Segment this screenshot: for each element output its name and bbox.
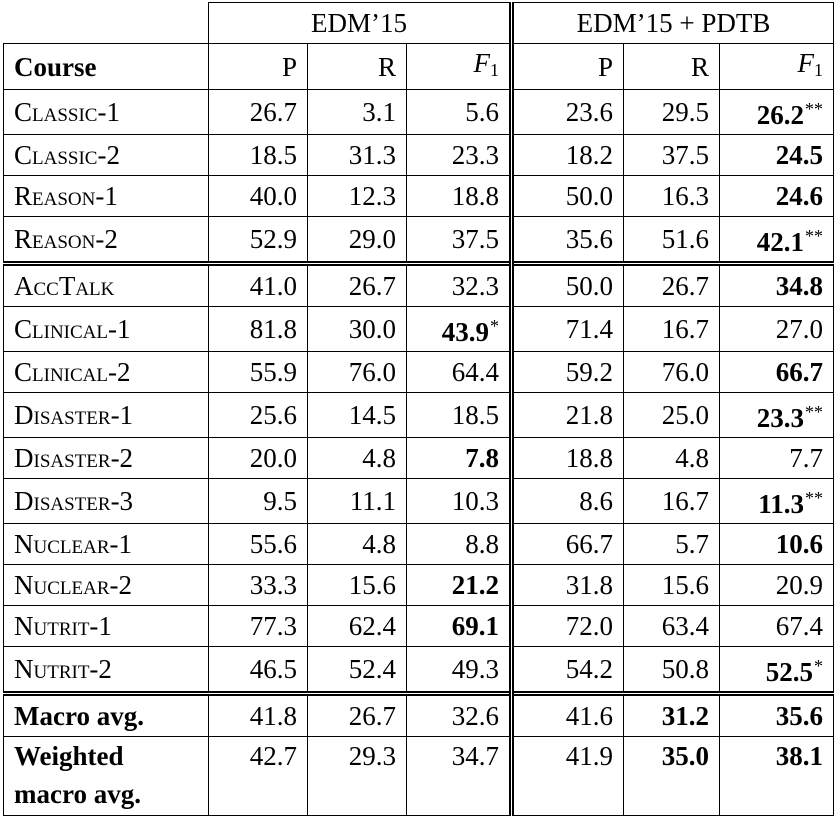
value-cell	[308, 524, 407, 565]
table-row	[4, 438, 834, 479]
value-cell	[308, 90, 407, 135]
value-text: 69.1	[451, 611, 499, 641]
value-text: 4.8	[675, 443, 709, 473]
value-text: 14.5	[348, 400, 396, 430]
value-text: 25.0	[661, 400, 709, 430]
value-text: 77.3	[249, 611, 297, 641]
table-row	[4, 393, 834, 438]
value-text: 66.7	[565, 529, 613, 559]
value-text: 50.0	[565, 181, 613, 211]
value-cell	[209, 135, 308, 176]
value-cell	[512, 264, 624, 307]
value-text: 11.3	[758, 489, 804, 519]
table-row	[4, 176, 834, 217]
significance-marker: **	[805, 226, 823, 246]
summary-label-cell	[4, 737, 209, 816]
value-text: 41.0	[249, 271, 297, 301]
value-text: 26.7	[348, 701, 396, 731]
value-text: 50.0	[565, 271, 613, 301]
value-cell	[308, 352, 407, 393]
summary-label-line: Weighted	[14, 741, 124, 771]
header-group-row	[4, 3, 834, 44]
value-text: 24.5	[775, 140, 823, 170]
value-cell	[624, 264, 720, 307]
value-text: 23.3	[451, 140, 499, 170]
column-header-f1: $F_1$	[720, 44, 834, 90]
column-header-course: Course	[4, 44, 209, 90]
summary-row	[4, 737, 834, 816]
value-cell	[407, 565, 512, 606]
value-cell	[624, 176, 720, 217]
column-header-f1: $F_1$	[407, 44, 512, 90]
value-text: 55.6	[249, 529, 297, 559]
summary-row	[4, 694, 834, 737]
significance-marker: **	[805, 99, 823, 119]
value-cell	[407, 307, 512, 352]
value-cell	[209, 217, 308, 264]
value-text: 21.8	[565, 400, 613, 430]
value-text: 35.6	[775, 701, 823, 731]
value-cell	[407, 176, 512, 217]
value-cell	[720, 264, 834, 307]
value-cell	[407, 264, 512, 307]
value-cell	[209, 176, 308, 217]
value-cell	[720, 606, 834, 647]
course-name-cell: Classic-1	[4, 90, 209, 135]
value-text: 76.0	[348, 357, 396, 387]
value-cell	[308, 393, 407, 438]
table-row	[4, 307, 834, 352]
value-text: 18.8	[565, 443, 613, 473]
value-text: 15.6	[661, 570, 709, 600]
value-cell	[209, 438, 308, 479]
value-cell	[407, 694, 512, 737]
value-cell	[512, 694, 624, 737]
value-cell	[624, 438, 720, 479]
value-cell	[407, 647, 512, 694]
value-text: 52.4	[348, 654, 396, 684]
value-text: 35.6	[565, 224, 613, 254]
value-cell	[308, 438, 407, 479]
value-text: 72.0	[565, 611, 613, 641]
course-name-cell: Clinical-1	[4, 307, 209, 352]
value-text: 21.2	[451, 570, 499, 600]
value-text: 18.5	[249, 140, 297, 170]
value-cell	[624, 647, 720, 694]
value-cell	[209, 264, 308, 307]
value-cell	[209, 524, 308, 565]
value-text: 24.6	[775, 181, 823, 211]
value-cell	[209, 90, 308, 135]
value-text: 46.5	[249, 654, 297, 684]
value-text: 42.1	[756, 227, 804, 257]
value-cell	[512, 352, 624, 393]
course-name-cell: Reason-1	[4, 176, 209, 217]
value-cell	[512, 565, 624, 606]
value-cell	[512, 90, 624, 135]
table-row	[4, 479, 834, 524]
course-name-cell: Clinical-2	[4, 352, 209, 393]
value-text: 31.3	[348, 140, 396, 170]
value-text: 26.7	[249, 97, 297, 127]
value-cell	[624, 393, 720, 438]
value-text: 7.7	[789, 443, 823, 473]
course-name-cell: Nuclear-2	[4, 565, 209, 606]
value-cell	[308, 565, 407, 606]
value-cell	[720, 479, 834, 524]
value-text: 26.7	[348, 271, 396, 301]
value-cell	[512, 176, 624, 217]
value-cell	[624, 694, 720, 737]
value-text: 29.0	[348, 224, 396, 254]
value-cell	[512, 647, 624, 694]
value-cell	[308, 264, 407, 307]
table-row	[4, 565, 834, 606]
significance-marker: *	[490, 316, 499, 336]
value-text: 35.0	[661, 741, 709, 771]
value-text: 18.5	[451, 400, 499, 430]
value-cell	[720, 352, 834, 393]
value-text: 37.5	[451, 224, 499, 254]
value-text: 32.3	[451, 271, 499, 301]
value-text: 26.7	[661, 271, 709, 301]
value-cell	[624, 352, 720, 393]
value-text: 4.8	[362, 443, 396, 473]
value-text: 31.2	[661, 701, 709, 731]
value-text: 18.2	[565, 140, 613, 170]
value-cell	[624, 524, 720, 565]
value-text: 31.8	[565, 570, 613, 600]
value-text: 66.7	[775, 357, 823, 387]
value-cell	[512, 524, 624, 565]
value-text: 29.3	[348, 741, 396, 771]
value-text: 3.1	[362, 97, 396, 127]
value-cell	[624, 307, 720, 352]
value-cell	[209, 352, 308, 393]
value-cell	[407, 393, 512, 438]
value-cell	[407, 352, 512, 393]
value-cell	[308, 606, 407, 647]
value-text: 26.2	[756, 100, 804, 130]
value-cell	[720, 217, 834, 264]
table-row	[4, 524, 834, 565]
group-header-edm15: EDM’15	[209, 3, 512, 44]
value-cell	[308, 647, 407, 694]
course-name-cell: Disaster-3	[4, 479, 209, 524]
value-text: 52.9	[249, 224, 297, 254]
course-name-cell: Nutrit-1	[4, 606, 209, 647]
value-text: 71.4	[565, 314, 613, 344]
value-text: 27.0	[775, 314, 823, 344]
course-name-cell: Disaster-1	[4, 393, 209, 438]
value-cell	[407, 479, 512, 524]
value-cell	[308, 737, 407, 816]
value-text: 16.3	[661, 181, 709, 211]
value-text: 51.6	[661, 224, 709, 254]
table-row	[4, 647, 834, 694]
corner-cell	[4, 3, 209, 44]
value-cell	[624, 479, 720, 524]
value-text: 55.9	[249, 357, 297, 387]
results-table	[3, 2, 834, 816]
value-text: 8.8	[465, 529, 499, 559]
course-name-cell: Disaster-2	[4, 438, 209, 479]
value-text: 41.9	[565, 741, 613, 771]
value-text: 42.7	[249, 741, 297, 771]
course-name-cell: Nuclear-1	[4, 524, 209, 565]
value-cell	[209, 393, 308, 438]
value-cell	[209, 606, 308, 647]
value-text: 5.6	[465, 97, 499, 127]
value-text: 81.8	[249, 314, 297, 344]
value-cell	[308, 135, 407, 176]
significance-marker: **	[805, 488, 823, 508]
value-cell	[720, 90, 834, 135]
value-text: 5.7	[675, 529, 709, 559]
value-cell	[624, 135, 720, 176]
value-cell	[720, 694, 834, 737]
value-cell	[512, 438, 624, 479]
table-row	[4, 606, 834, 647]
value-text: 15.6	[348, 570, 396, 600]
value-text: 50.8	[661, 654, 709, 684]
group-header-edm15-pdtb: EDM’15 + PDTB	[512, 3, 834, 44]
value-text: 67.4	[775, 611, 823, 641]
value-cell	[720, 737, 834, 816]
value-cell	[512, 479, 624, 524]
value-text: 10.6	[775, 529, 823, 559]
value-cell	[624, 606, 720, 647]
value-text: 4.8	[362, 529, 396, 559]
value-text: 49.3	[451, 654, 499, 684]
value-text: 25.6	[249, 400, 297, 430]
summary-label-line: Macro avg.	[14, 701, 144, 731]
value-text: 9.5	[263, 486, 297, 516]
column-header-r: R	[308, 44, 407, 90]
value-cell	[720, 647, 834, 694]
value-cell	[407, 90, 512, 135]
value-cell	[720, 393, 834, 438]
course-name-cell: Reason-2	[4, 217, 209, 264]
column-header-p: P	[512, 44, 624, 90]
table-row	[4, 217, 834, 264]
value-text: 16.7	[661, 486, 709, 516]
value-text: 38.1	[775, 741, 823, 771]
header-column-row	[4, 44, 834, 90]
value-text: 7.8	[465, 443, 499, 473]
value-cell	[720, 438, 834, 479]
value-cell	[512, 135, 624, 176]
course-name-cell: Nutrit-2	[4, 647, 209, 694]
value-cell	[308, 217, 407, 264]
value-text: 54.2	[565, 654, 613, 684]
value-text: 34.8	[775, 271, 823, 301]
value-text: 23.3	[756, 403, 804, 433]
value-cell	[308, 307, 407, 352]
column-header-p: P	[209, 44, 308, 90]
value-cell	[407, 524, 512, 565]
value-cell	[512, 737, 624, 816]
value-text: 40.0	[249, 181, 297, 211]
value-text: 41.8	[249, 701, 297, 731]
value-text: 16.7	[661, 314, 709, 344]
value-text: 59.2	[565, 357, 613, 387]
significance-marker: **	[805, 402, 823, 422]
column-header-r: R	[624, 44, 720, 90]
value-cell	[209, 694, 308, 737]
value-text: 62.4	[348, 611, 396, 641]
value-text: 20.9	[775, 570, 823, 600]
significance-marker: *	[814, 656, 823, 676]
value-text: 76.0	[661, 357, 709, 387]
value-cell	[720, 307, 834, 352]
value-text: 29.5	[661, 97, 709, 127]
value-cell	[512, 606, 624, 647]
value-text: 64.4	[451, 357, 499, 387]
course-name-cell: Classic-2	[4, 135, 209, 176]
value-cell	[624, 565, 720, 606]
value-text: 43.9	[441, 317, 489, 347]
value-text: 8.6	[579, 486, 613, 516]
value-cell	[720, 565, 834, 606]
value-text: 33.3	[249, 570, 297, 600]
summary-label-line: macro avg.	[14, 779, 141, 809]
value-cell	[720, 524, 834, 565]
value-cell	[407, 135, 512, 176]
value-cell	[407, 217, 512, 264]
value-cell	[209, 647, 308, 694]
value-cell	[624, 90, 720, 135]
value-text: 30.0	[348, 314, 396, 344]
value-cell	[624, 217, 720, 264]
value-cell	[624, 737, 720, 816]
value-cell	[512, 393, 624, 438]
value-text: 37.5	[661, 140, 709, 170]
table-row	[4, 90, 834, 135]
value-cell	[720, 176, 834, 217]
value-cell	[407, 606, 512, 647]
value-text: 10.3	[451, 486, 499, 516]
value-text: 11.1	[349, 486, 396, 516]
value-cell	[209, 307, 308, 352]
value-text: 32.6	[451, 701, 499, 731]
value-cell	[209, 737, 308, 816]
summary-label-cell	[4, 694, 209, 737]
value-text: 41.6	[565, 701, 613, 731]
table-row	[4, 352, 834, 393]
value-cell	[512, 217, 624, 264]
value-text: 63.4	[661, 611, 709, 641]
course-name-cell: AccTalk	[4, 264, 209, 307]
value-cell	[308, 479, 407, 524]
value-cell	[407, 438, 512, 479]
table-row	[4, 264, 834, 307]
value-text: 34.7	[451, 741, 499, 771]
value-cell	[308, 176, 407, 217]
value-text: 20.0	[249, 443, 297, 473]
value-text: 52.5	[765, 657, 813, 687]
value-cell	[308, 694, 407, 737]
value-text: 12.3	[348, 181, 396, 211]
table-row	[4, 135, 834, 176]
value-cell	[407, 737, 512, 816]
value-text: 23.6	[565, 97, 613, 127]
value-text: 18.8	[451, 181, 499, 211]
value-cell	[209, 479, 308, 524]
value-cell	[720, 135, 834, 176]
value-cell	[209, 565, 308, 606]
value-cell	[512, 307, 624, 352]
